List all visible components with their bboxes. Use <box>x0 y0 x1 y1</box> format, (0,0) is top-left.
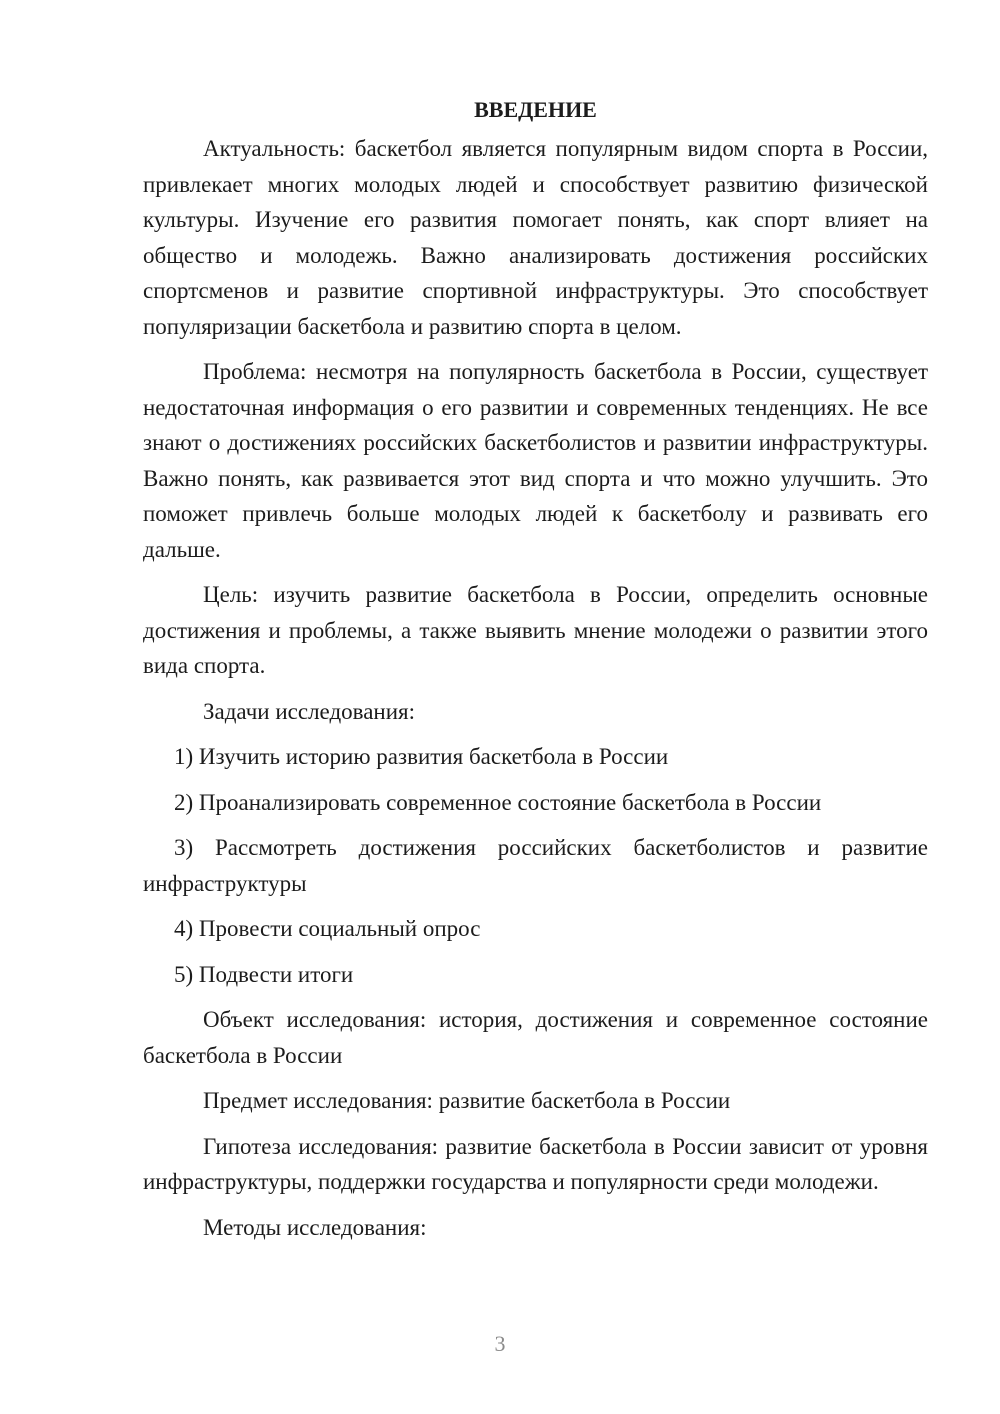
paragraph-object: Объект исследования: история, достижения и современное состояние баскетбола в России <box>143 1007 928 1068</box>
task-item: 1) Изучить историю развития баскетбола в России <box>174 744 669 769</box>
task-item: 5) Подвести итоги <box>174 961 354 987</box>
paragraph-hypothesis: Гипотеза исследования: развитие баскетбола в России зависит от уровня инфраструктуры, поддержки государства и популярности среди молодежи. <box>143 1133 928 1194</box>
page-number: 3 <box>494 1331 506 1356</box>
tasks-heading: Задачи исследования: <box>203 698 416 724</box>
task-item: 4) Провести социальный опрос <box>174 916 481 941</box>
paragraph-relevance: Актуальность: баскетбол является популярным видом спорта в России, привлекает многих молодых людей и способствует развитию физической культуры. Изучение его развития помогает понять, как спорт влияет на общество и молодежь. Важно анализировать достижения российских спортсменов и развитие спортивной инфраструктуры. Это способствует популяризации баскетбола и развитию спорта в целом. <box>143 136 928 339</box>
task-item: 2) Проанализировать современное состояние баскетбола в России <box>174 789 822 815</box>
document-body <box>143 92 928 1255</box>
task-item: 3) Рассмотреть достижения российских баскетболистов и развитие инфраструктуры <box>143 835 928 896</box>
paragraph-methods: Методы исследования: <box>203 1214 427 1240</box>
section-title: ВВЕДЕНИЕ <box>474 97 597 122</box>
paragraph-problem: Проблема: несмотря на популярность баскетбола в России, существует недостаточная информация о его развитии и современных тенденциях. Не все знают о достижениях российских баскетболистов и развитии инфраструктуры. Важно понять, как развивается этот вид спорта и что можно улучшить. Это поможет привлечь больше молодых людей к баскетболу и развивать его дальше. <box>143 359 928 562</box>
paragraph-goal: Цель: изучить развитие баскетбола в России, определить основные достижения и проблемы, а также выявить мнение молодежи о развитии этого вида спорта. <box>143 582 928 678</box>
paragraph-subject: Предмет исследования: развитие баскетбола в России <box>203 1088 731 1113</box>
